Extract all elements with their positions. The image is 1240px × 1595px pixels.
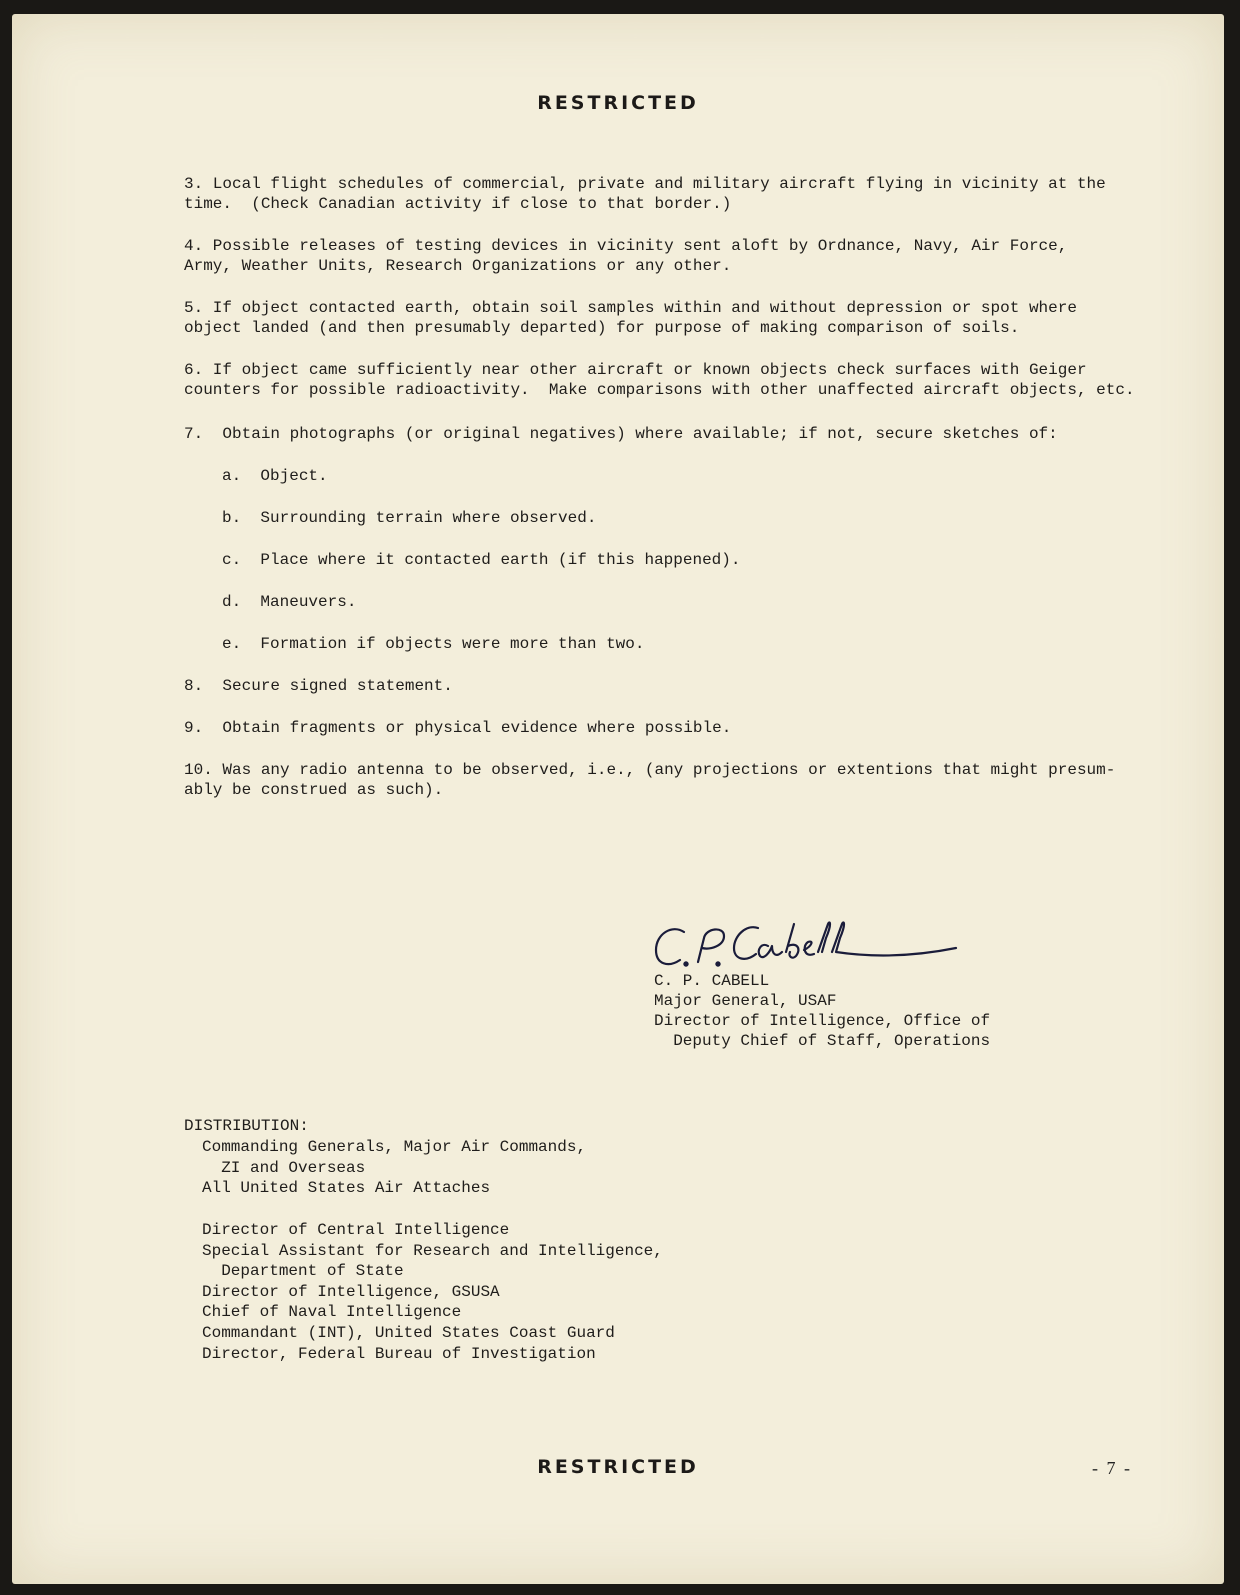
- subitem-a: a. Object.: [222, 467, 328, 485]
- item-7: 7. Obtain photographs (or original negatives) where available; if not, secure sketches of:: [184, 425, 1058, 443]
- page-number: - 7 -: [1092, 1458, 1132, 1478]
- item-6: 6. If object came sufficiently near other aircraft or known objects check surfaces with Geiger counters for possible radioactivity. Make comparisons with other unaffected aircraft objects, etc.: [184, 361, 1135, 399]
- classification-footer: RESTRICTED: [537, 1456, 699, 1478]
- distribution-line: Director of Intelligence, GSUSA: [202, 1282, 500, 1301]
- subitem-b: b. Surrounding terrain where observed.: [222, 509, 597, 527]
- signature-block: [654, 971, 990, 1051]
- item-8: 8. Secure signed statement.: [184, 677, 453, 695]
- distribution-group-2: [202, 1220, 663, 1364]
- signer-title-line1: Director of Intelligence, Office of: [654, 1012, 991, 1030]
- signer-rank: Major General, USAF: [654, 992, 837, 1010]
- item-5: 5. If object contacted earth, obtain soil samples within and without depression or spot where object landed (and then presumably departed) for purpose of making comparison of soils.: [184, 299, 1077, 337]
- subitem-d: d. Maneuvers.: [222, 593, 357, 611]
- distribution-line: Special Assistant for Research and Intelligence,: [202, 1241, 663, 1260]
- distribution-line: Commandant (INT), United States Coast Guard: [202, 1323, 615, 1342]
- subitem-e: e. Formation if objects were more than two.: [222, 635, 645, 653]
- classification-header: RESTRICTED: [537, 92, 699, 114]
- item-10: 10. Was any radio antenna to be observed, i.e., (any projections or extentions that might presum- ably be construed as such).: [184, 761, 1116, 799]
- distribution-line: Chief of Naval Intelligence: [202, 1303, 462, 1322]
- item-3: 3. Local flight schedules of commercial, private and military aircraft flying in vicinity at the time. (Check Canadian activity if close to that border.): [184, 175, 1106, 213]
- signer-name: C. P. CABELL: [654, 972, 770, 990]
- subitem-c: c. Place where it contacted earth (if this happened).: [222, 551, 741, 569]
- distribution-line: Department of State: [202, 1262, 404, 1281]
- item-9: 9. Obtain fragments or physical evidence where possible.: [184, 719, 732, 737]
- document-page: [12, 14, 1224, 1584]
- distribution-line: Director, Federal Bureau of Investigation: [202, 1344, 596, 1363]
- distribution-line: Director of Central Intelligence: [202, 1221, 510, 1239]
- distribution-line: All United States Air Attaches: [202, 1179, 491, 1198]
- distribution-title: DISTRIBUTION:: [184, 1117, 309, 1135]
- distribution-line: Commanding Generals, Major Air Commands,: [202, 1138, 587, 1156]
- distribution-line: ZI and Overseas: [202, 1158, 366, 1177]
- handwritten-signature: [646, 902, 966, 982]
- item-4: 4. Possible releases of testing devices in vicinity sent aloft by Ordnance, Navy, Air Force, Army, Weather Units, Research Organizations or any other.: [184, 237, 1068, 275]
- distribution-group-1: [202, 1137, 586, 1199]
- signer-title-line2: Deputy Chief of Staff, Operations: [654, 1032, 991, 1050]
